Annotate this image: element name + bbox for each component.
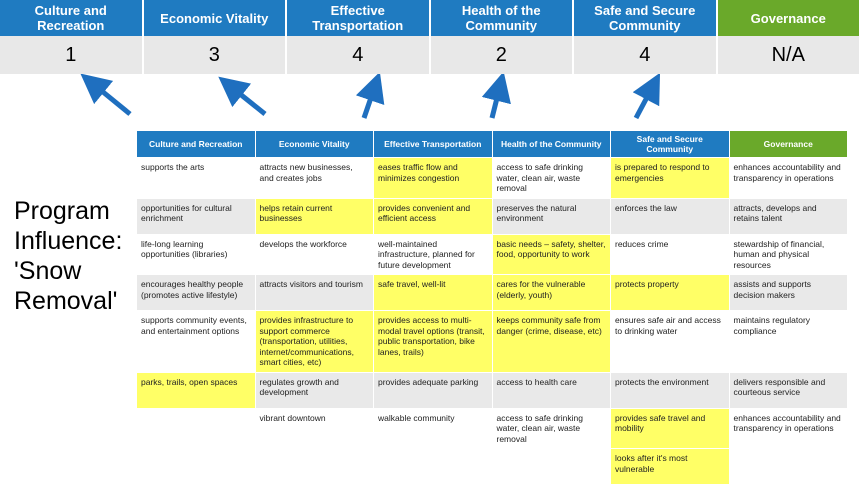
- pillar-score-band: [0, 36, 859, 74]
- matrix-header-safe-and-secure-community: Safe and Secure Community: [611, 131, 730, 158]
- arrow-economic-vitality: [230, 86, 265, 114]
- matrix-cell-r3-c0: encourages healthy people (promotes active lifestyle): [137, 275, 256, 311]
- matrix-cell-r1-c3: preserves the natural environment: [492, 198, 611, 234]
- table-row: [137, 198, 848, 234]
- matrix-cell-r3-c5: assists and supports decision makers: [729, 275, 848, 311]
- arrow-culture-and-recreation: [92, 83, 130, 114]
- matrix-cell-r5-c2: provides adequate parking: [374, 372, 493, 408]
- matrix-cell-r7-c1: [255, 449, 374, 485]
- table-row: [137, 158, 848, 199]
- matrix-body: [137, 158, 848, 485]
- arrow-effective-transportation: [364, 86, 375, 118]
- matrix-header-governance: Governance: [729, 131, 848, 158]
- matrix-cell-r6-c1: vibrant downtown: [255, 408, 374, 449]
- matrix-cell-r1-c0: opportunities for cultural enrichment: [137, 198, 256, 234]
- matrix-cell-r4-c0: supports community events, and entertainment options: [137, 311, 256, 373]
- matrix-cell-r3-c4: protects property: [611, 275, 730, 311]
- table-row: [137, 234, 848, 275]
- matrix-cell-r0-c5: enhances accountability and transparency in operations: [729, 158, 848, 199]
- pillar-score-economic-vitality: 3: [144, 36, 288, 74]
- matrix-cell-r4-c4: ensures safe air and access to drinking water: [611, 311, 730, 373]
- table-row: [137, 408, 848, 449]
- page-title: Program Influence: 'Snow Removal': [14, 196, 134, 316]
- matrix-cell-r1-c4: enforces the law: [611, 198, 730, 234]
- matrix-header-culture-and-recreation: Culture and Recreation: [137, 131, 256, 158]
- matrix-cell-r7-c5: [729, 449, 848, 485]
- matrix-cell-r4-c2: provides access to multi-modal travel options (transit, public transportation, bike lanes, trails): [374, 311, 493, 373]
- influence-arrows: [0, 74, 859, 130]
- matrix-cell-r5-c1: regulates growth and development: [255, 372, 374, 408]
- matrix-cell-r0-c0: supports the arts: [137, 158, 256, 199]
- pillar-score-culture-and-recreation: 1: [0, 36, 144, 74]
- matrix-cell-r0-c4: is prepared to respond to emergencies: [611, 158, 730, 199]
- pillar-header-safe-and-secure-community: Safe and Secure Community: [574, 0, 718, 36]
- matrix-cell-r2-c0: life-long learning opportunities (libraries): [137, 234, 256, 275]
- matrix-cell-r7-c2: [374, 449, 493, 485]
- table-row: [137, 275, 848, 311]
- matrix-cell-r2-c3: basic needs – safety, shelter, food, opportunity to work: [492, 234, 611, 275]
- pillar-header-governance: Governance: [718, 0, 859, 36]
- matrix-header-row: [137, 131, 848, 158]
- matrix-cell-r3-c1: attracts visitors and tourism: [255, 275, 374, 311]
- matrix-cell-r4-c3: keeps community safe from danger (crime, disease, etc): [492, 311, 611, 373]
- matrix-cell-r2-c1: develops the workforce: [255, 234, 374, 275]
- matrix-cell-r5-c4: protects the environment: [611, 372, 730, 408]
- matrix-cell-r5-c5: delivers responsible and courteous service: [729, 372, 848, 408]
- table-row: [137, 311, 848, 373]
- table-row: [137, 449, 848, 485]
- matrix-cell-r6-c4: provides safe travel and mobility: [611, 408, 730, 449]
- arrow-health-of-the-community: [492, 86, 500, 118]
- matrix-header-health-of-the-community: Health of the Community: [492, 131, 611, 158]
- matrix-cell-r7-c3: [492, 449, 611, 485]
- pillar-score-governance: N/A: [718, 36, 859, 74]
- matrix-cell-r3-c2: safe travel, well-lit: [374, 275, 493, 311]
- matrix-cell-r5-c3: access to health care: [492, 372, 611, 408]
- arrow-safe-and-secure-community: [636, 86, 653, 118]
- matrix-cell-r4-c1: provides infrastructure to support commerce (transportation, utilities, internet/communications, smart cities, etc): [255, 311, 374, 373]
- pillar-header-culture-and-recreation: Culture and Recreation: [0, 0, 144, 36]
- matrix-cell-r6-c5: enhances accountability and transparency in operations: [729, 408, 848, 449]
- matrix-cell-r0-c2: eases traffic flow and minimizes congestion: [374, 158, 493, 199]
- matrix-cell-r1-c2: provides convenient and efficient access: [374, 198, 493, 234]
- table-row: [137, 372, 848, 408]
- matrix-cell-r4-c5: maintains regulatory compliance: [729, 311, 848, 373]
- pillar-attribute-matrix: [136, 130, 848, 485]
- matrix-cell-r6-c0: [137, 408, 256, 449]
- matrix-cell-r2-c5: stewardship of financial, human and physical resources: [729, 234, 848, 275]
- matrix-cell-r1-c1: helps retain current businesses: [255, 198, 374, 234]
- pillar-score-health-of-the-community: 2: [431, 36, 575, 74]
- matrix-header-effective-transportation: Effective Transportation: [374, 131, 493, 158]
- matrix-cell-r5-c0: parks, trails, open spaces: [137, 372, 256, 408]
- pillar-score-safe-and-secure-community: 4: [574, 36, 718, 74]
- matrix-cell-r0-c3: access to safe drinking water, clean air, waste removal: [492, 158, 611, 199]
- pillar-score-effective-transportation: 4: [287, 36, 431, 74]
- pillar-header-health-of-the-community: Health of the Community: [431, 0, 575, 36]
- matrix-cell-r7-c0: [137, 449, 256, 485]
- pillar-header-effective-transportation: Effective Transportation: [287, 0, 431, 36]
- pillar-header-economic-vitality: Economic Vitality: [144, 0, 288, 36]
- matrix-cell-r1-c5: attracts, develops and retains talent: [729, 198, 848, 234]
- matrix-cell-r2-c4: reduces crime: [611, 234, 730, 275]
- matrix-cell-r0-c1: attracts new businesses, and creates jobs: [255, 158, 374, 199]
- matrix-cell-r6-c3: access to safe drinking water, clean air, waste removal: [492, 408, 611, 449]
- matrix-header-economic-vitality: Economic Vitality: [255, 131, 374, 158]
- matrix-cell-r6-c2: walkable community: [374, 408, 493, 449]
- matrix-cell-r7-c4: looks after it's most vulnerable: [611, 449, 730, 485]
- pillar-header-band: [0, 0, 859, 36]
- matrix-cell-r3-c3: cares for the vulnerable (elderly, youth): [492, 275, 611, 311]
- matrix-cell-r2-c2: well-maintained infrastructure, planned for future development: [374, 234, 493, 275]
